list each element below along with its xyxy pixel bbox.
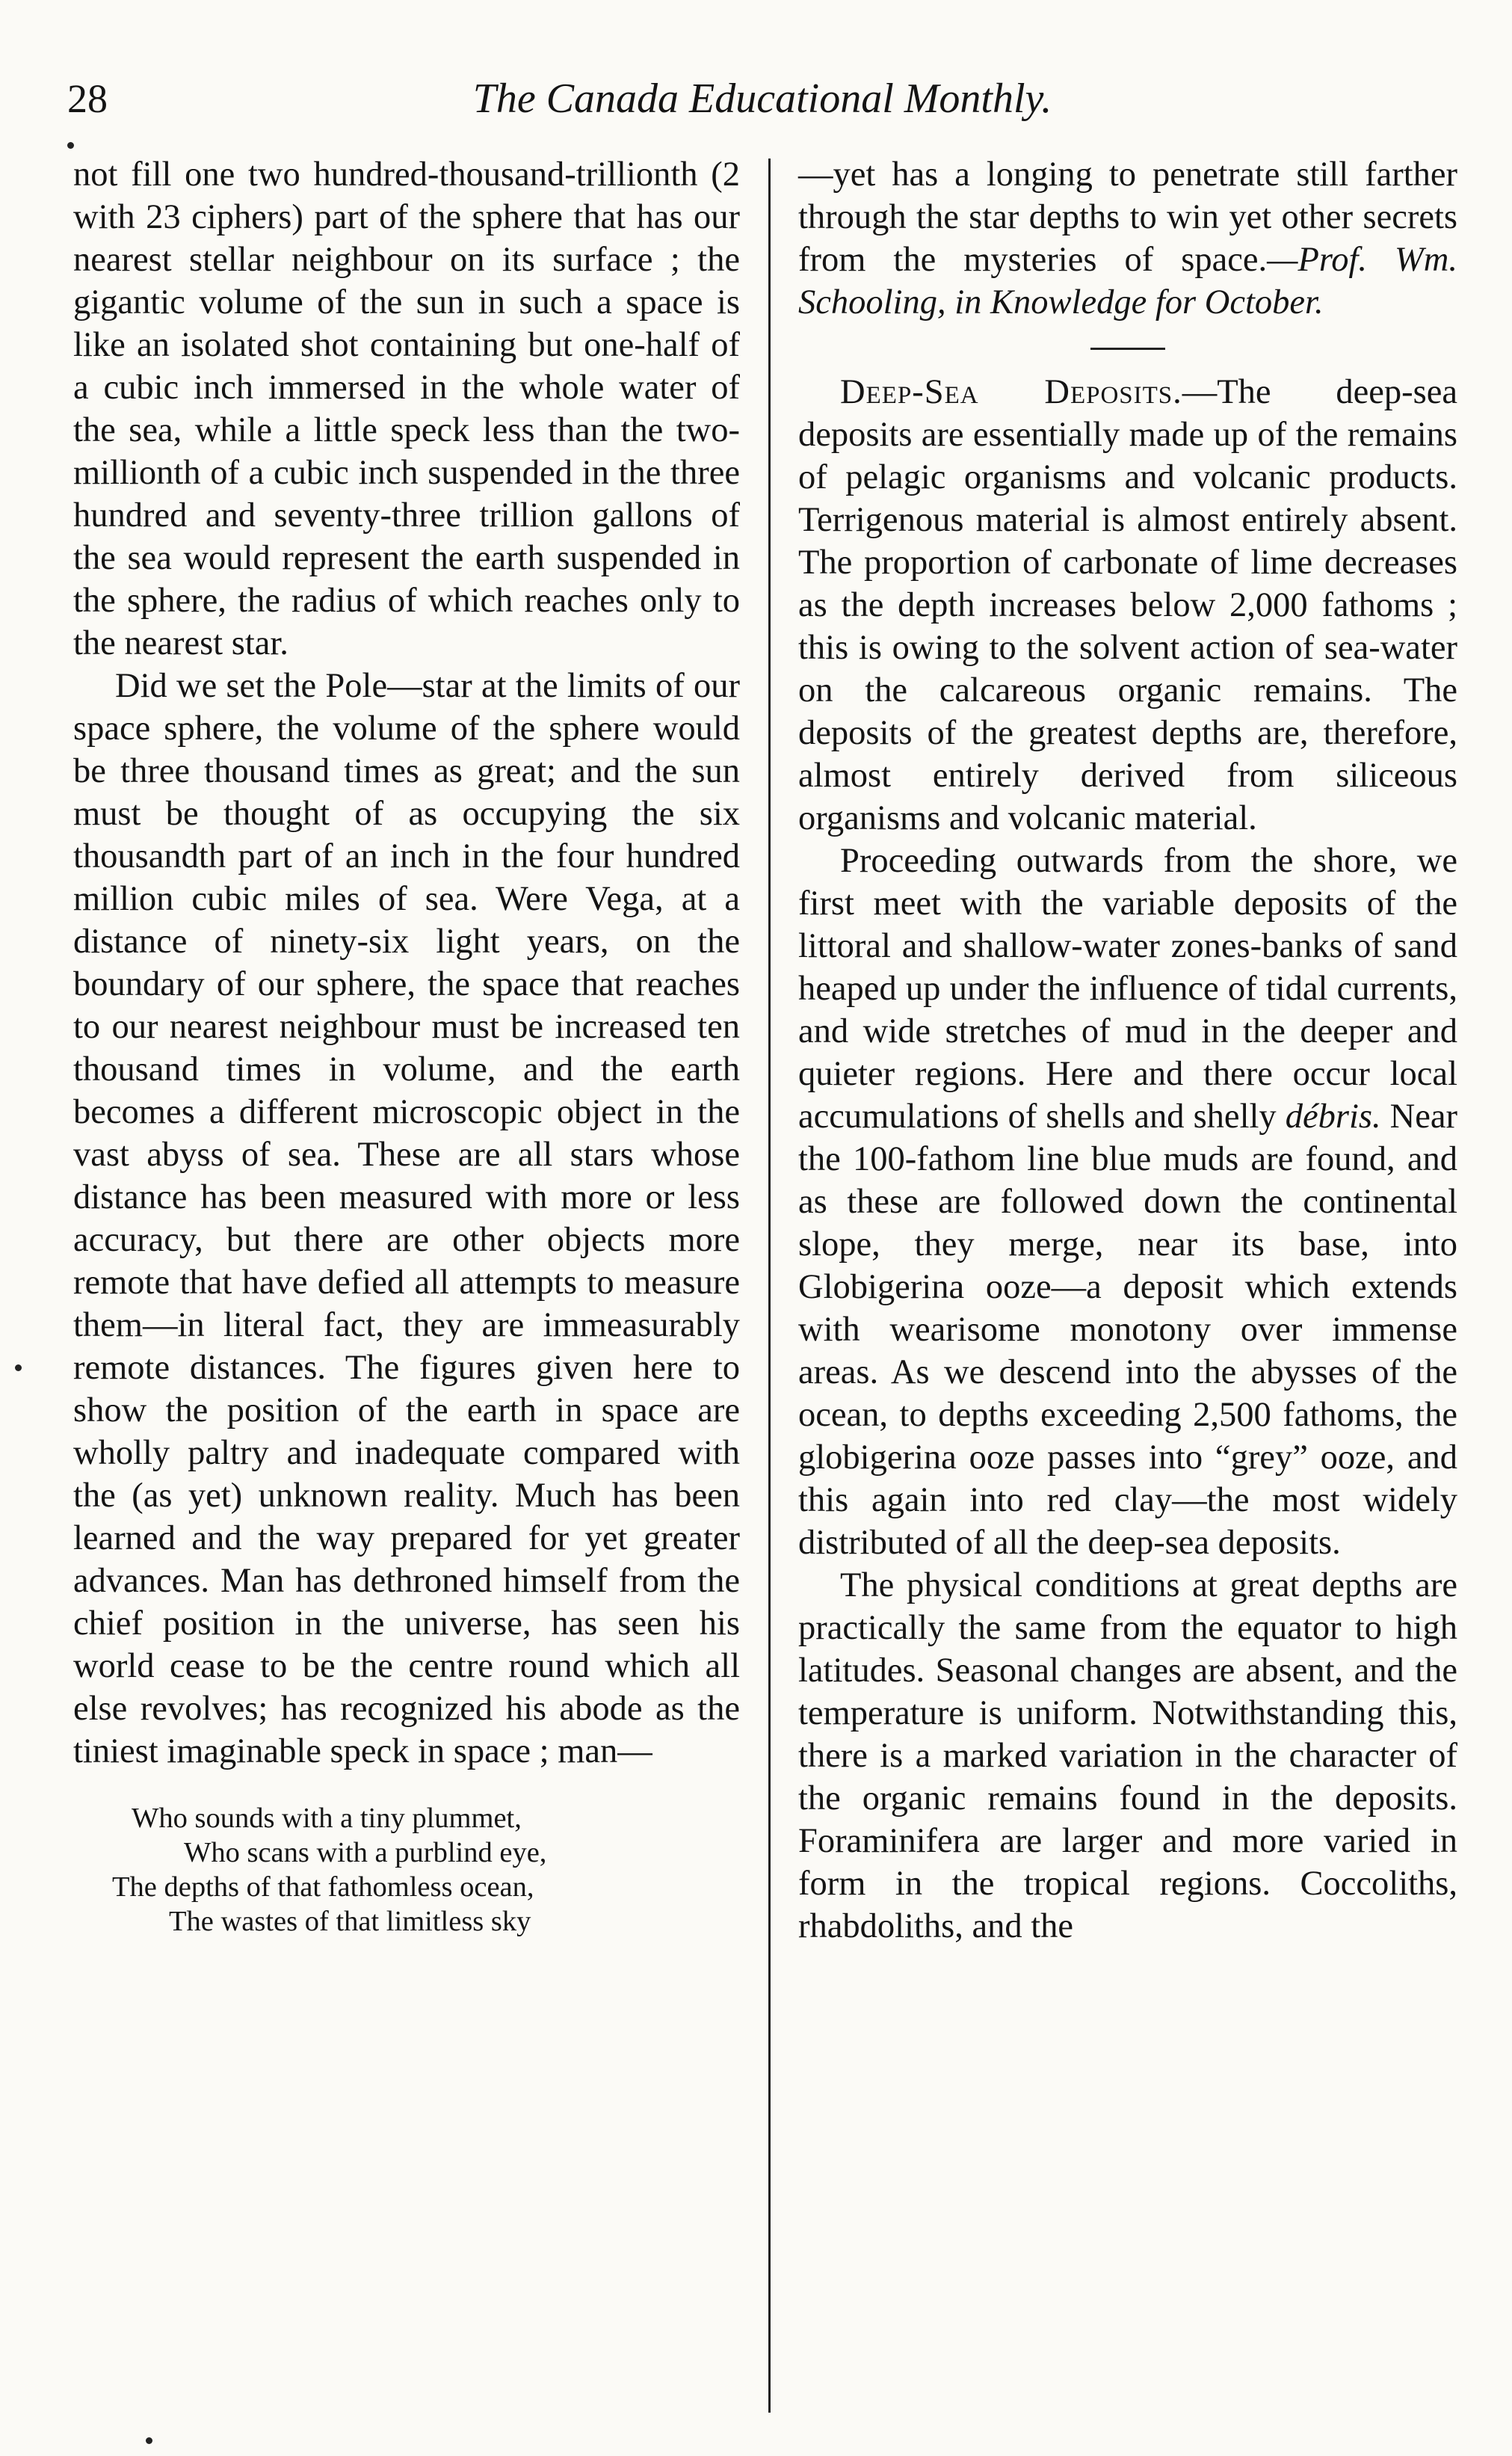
section-separator — [1090, 348, 1165, 350]
right-paragraph-4: The physical conditions at great depths are practically the same from the equator to high latitudes. Seasonal changes are absent, and the temperature is uniform. Notwithstanding this, there is a marked variation in the character of the organic remains found in the deposits. Foraminifera are larger and more varied in form in the tropical regions. Coccoliths, rhabdoliths, and the — [798, 1566, 1457, 1945]
print-speck — [146, 2437, 152, 2444]
poem-line-1: Who sounds with a tiny plummet, — [132, 1803, 522, 1834]
deep-sea-intro-text: —The deep-sea deposits are essentially made up of the remains of pelagic organisms and volcanic products. Terrigenous material is almost entirely absent. The proportion of carbonate of lime decreases as the depth increases below 2,000 fathoms ; this is owing to the solvent action of sea-water on the calcareous organic remains. The deposits of the greatest depths are, therefore, almost entirely derived from siliceous organisms and volcanic material. — [798, 373, 1457, 837]
p3-italic-word: débris. — [1285, 1098, 1381, 1136]
p3-text-b: Near the 100-fathom line blue muds are found, and as these are followed down the continental slope, they merge, near its base, into Globigerina ooze—a deposit which extends with wearisome monotony over immense areas. As we descend into the abysses of the ocean, to depths exceeding 2,500 fathoms, the globigerina ooze passes into “grey” ooze, and this again into red clay—the most widely distributed of all the deep-sea deposits. — [798, 1098, 1457, 1562]
left-paragraph-2: Did we set the Pole—star at the limits of our space sphere, the volume of the sphere would be three thousand times as great; and the sun must be thought of as occupying the six thousandth part of an inch in the four hundred million cubic miles of sea. Were Vega, at a distance of ninety-six light years, on the boundary of our sphere, the space that reaches to our nearest neighbour must be increased ten thousand times in volume, and the earth becomes a different microscopic object in the vast abyss of sea. These are all stars whose distance has been measured with more or less accuracy, but there are other objects more remote that have defied all attempts to measure them—in literal fact, they are immeasurably remote distances. The figures given here to show the position of the earth in space are wholly paltry and inadequate compared with the (as yet) unknown reality. Much has been learned and the way prepared for yet greater advances. Man has dethroned himself from the chief position in the universe, has seen his world cease to be the centre round which all else revolves; has recognized his abode as the tiniest imaginable speck in space ; man— — [73, 667, 740, 1770]
right-paragraph-1 — [798, 153, 1457, 324]
section-heading: Deep-Sea Deposits. — [840, 373, 1182, 411]
right-paragraph-2 — [798, 371, 1457, 840]
right-column — [798, 153, 1457, 1948]
poem-line-4: The wastes of that limitless sky — [169, 1906, 531, 1937]
p3-text-a: Proceeding outwards from the shore, we first meet with the variable deposits of the littoral and shallow-water zones-banks of sand heaped up under the influence of tidal currents, and wide stretches of mud in the deeper and quieter regions. Here and there occur local accumulations of shells and shelly — [798, 842, 1457, 1136]
journal-title: The Canada Educational Monthly. — [472, 76, 1052, 122]
poem-line-3: The depths of that fathomless ocean, — [112, 1871, 534, 1903]
column-divider — [768, 158, 771, 2413]
right-paragraph-3 — [798, 840, 1457, 1564]
quote-continuation: —yet has a longing to penetrate still farther through the star depths to win yet other secrets from the mysteries of space. — [798, 156, 1457, 279]
print-speck — [67, 142, 74, 149]
left-paragraph-1: not fill one two hundred-thousand-trillionth (2 with 23 ciphers) part of the sphere that has our nearest stellar neighbour on its surface ; the gigantic volume of the sun in such a space is like an isolated shot containing but one-half of a cubic inch immersed in the whole water of the sea, while a little speck less than the two-millionth of a cubic inch suspended in the three hundred and seventy-three trillion gallons of the sea would represent the earth suspended in the sphere, the radius of which reaches only to the nearest star. — [73, 156, 740, 662]
left-column — [73, 153, 740, 1939]
attribution: —Prof. Wm. Schooling, in Knowledge for October. — [798, 241, 1457, 321]
poem-quote — [73, 1801, 740, 1939]
poem-line-2: Who scans with a purblind eye, — [184, 1837, 547, 1868]
page-number: 28 — [67, 76, 108, 121]
print-speck — [15, 1364, 22, 1371]
running-head — [67, 69, 1457, 129]
